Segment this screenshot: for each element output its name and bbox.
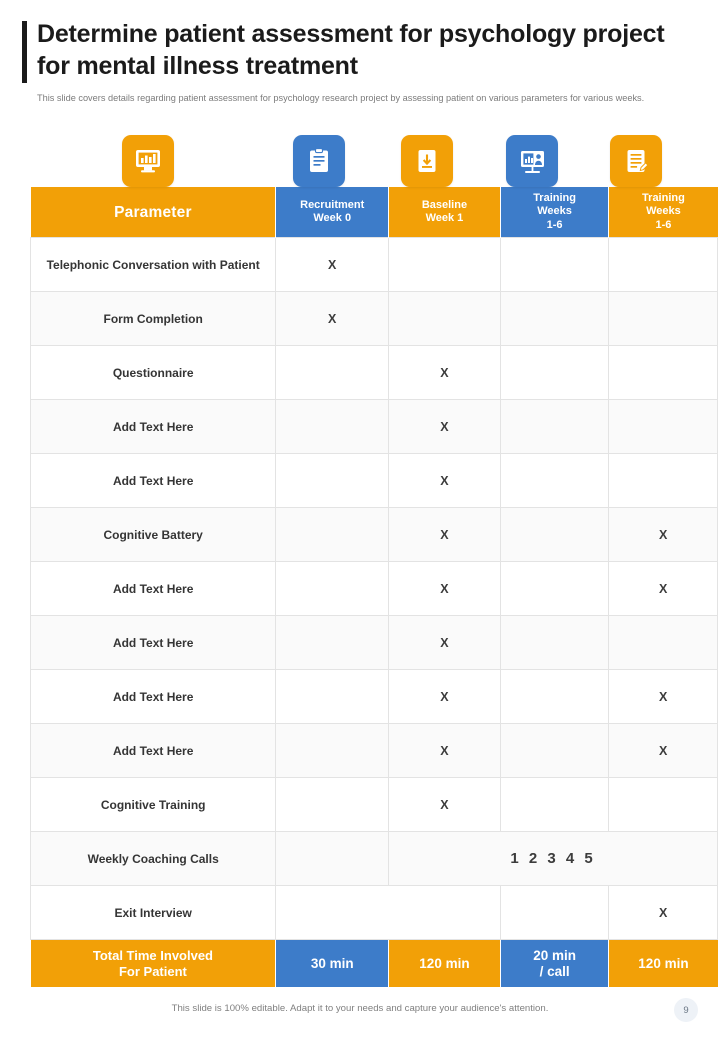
row-cell xyxy=(276,670,389,724)
header-baseline-line1: Baseline xyxy=(421,198,468,211)
row-label: Add Text Here xyxy=(31,454,276,508)
row-cell: X xyxy=(609,562,718,616)
row-label: Cognitive Training xyxy=(31,778,276,832)
header-recruitment xyxy=(276,187,389,238)
row-cell xyxy=(500,292,609,346)
row-cell: X xyxy=(609,508,718,562)
row-cell xyxy=(500,562,609,616)
total-label xyxy=(31,940,276,988)
row-cell xyxy=(500,454,609,508)
header-training-2-line1: Training xyxy=(642,191,685,204)
header-training-1-line1: Training xyxy=(533,191,576,204)
footer xyxy=(0,1003,720,1014)
row-cell xyxy=(276,454,389,508)
table-row xyxy=(31,292,718,346)
page-number-badge: 9 xyxy=(674,998,698,1022)
clipboard-icon xyxy=(293,135,345,187)
table-row-total xyxy=(31,940,718,988)
table-row xyxy=(31,616,718,670)
header-training-1-line2: Weeks xyxy=(537,205,572,218)
row-cell: X xyxy=(389,670,501,724)
row-cell xyxy=(500,670,609,724)
table-row xyxy=(31,400,718,454)
table-row xyxy=(31,454,718,508)
row-cell: X xyxy=(276,238,389,292)
row-cell-empty xyxy=(276,832,389,886)
table-row xyxy=(31,238,718,292)
row-cell: X xyxy=(389,616,501,670)
row-label: Form Completion xyxy=(31,292,276,346)
header-training-weeks-1 xyxy=(500,187,609,238)
page-subtitle: This slide covers details regarding patient assessment for psychology research project by assessing patient on various parameters for various weeks. xyxy=(37,93,645,103)
title-accent-bar xyxy=(22,21,27,83)
row-cell xyxy=(276,346,389,400)
row-cell: X xyxy=(276,292,389,346)
row-label: Exit Interview xyxy=(31,886,276,940)
row-label: Add Text Here xyxy=(31,616,276,670)
header-training-weeks-2 xyxy=(609,187,718,238)
row-cell xyxy=(389,238,501,292)
table-row xyxy=(31,346,718,400)
row-label: Questionnaire xyxy=(31,346,276,400)
row-cell xyxy=(500,724,609,778)
total-baseline: 120 min xyxy=(389,940,501,988)
total-training-1 xyxy=(500,940,609,988)
row-cell xyxy=(609,292,718,346)
table-header-row xyxy=(31,187,718,238)
row-label: Add Text Here xyxy=(31,400,276,454)
row-label: Weekly Coaching Calls xyxy=(31,832,276,886)
row-cell xyxy=(609,238,718,292)
row-cell xyxy=(500,508,609,562)
icon-row xyxy=(30,129,690,187)
row-label: Cognitive Battery xyxy=(31,508,276,562)
footer-note: This slide is 100% editable. Adapt it to your needs and capture your audience's attention. xyxy=(171,1003,549,1014)
row-cell xyxy=(276,616,389,670)
table-row xyxy=(31,562,718,616)
total-training-1-line1: 20 min xyxy=(533,947,576,963)
download-document-icon xyxy=(401,135,453,187)
row-cell xyxy=(276,400,389,454)
icon-cell-baseline xyxy=(373,129,480,187)
row-cell: X xyxy=(609,670,718,724)
header-recruitment-line1: Recruitment xyxy=(300,198,365,211)
table-row xyxy=(31,724,718,778)
row-cell xyxy=(500,616,609,670)
row-cell: X xyxy=(389,400,501,454)
row-cell xyxy=(276,778,389,832)
header-training-1-line3: 1-6 xyxy=(546,219,563,232)
row-cell xyxy=(500,346,609,400)
row-cell xyxy=(500,238,609,292)
table-row xyxy=(31,508,718,562)
total-label-line2: For Patient xyxy=(118,963,187,979)
row-cell xyxy=(609,454,718,508)
total-training-1-line2: / call xyxy=(539,963,570,979)
title-block xyxy=(22,18,698,83)
icon-cell-training-2 xyxy=(584,129,688,187)
row-cell: X xyxy=(389,778,501,832)
row-cell xyxy=(276,562,389,616)
row-cell-empty xyxy=(500,886,609,940)
header-baseline xyxy=(389,187,501,238)
row-cell: X xyxy=(609,724,718,778)
monitor-chart-icon xyxy=(122,135,174,187)
presentation-training-icon xyxy=(506,135,558,187)
table-row-exit-interview xyxy=(31,886,718,940)
table-row xyxy=(31,670,718,724)
assessment-table xyxy=(30,187,718,987)
row-label: Add Text Here xyxy=(31,670,276,724)
row-cell-empty xyxy=(276,886,500,940)
row-cell: X xyxy=(389,724,501,778)
total-label-line1: Total Time Involved xyxy=(92,948,213,964)
row-cell: X xyxy=(389,508,501,562)
row-label: Add Text Here xyxy=(31,724,276,778)
weekly-coaching-values: 1 2 3 4 5 xyxy=(389,832,718,886)
row-cell xyxy=(609,616,718,670)
row-cell: X xyxy=(609,886,718,940)
header-baseline-line2: Week 1 xyxy=(425,212,464,225)
icon-cell-parameter xyxy=(30,129,265,187)
header-parameter: Parameter xyxy=(31,187,276,238)
notepad-pencil-icon xyxy=(610,135,662,187)
row-cell xyxy=(276,508,389,562)
row-cell xyxy=(389,292,501,346)
row-cell xyxy=(609,346,718,400)
row-cell xyxy=(609,778,718,832)
icon-cell-recruitment xyxy=(265,129,373,187)
row-cell: X xyxy=(389,562,501,616)
header-training-2-line2: Weeks xyxy=(646,205,681,218)
row-label: Telephonic Conversation with Patient xyxy=(31,238,276,292)
total-recruitment: 30 min xyxy=(276,940,389,988)
row-cell xyxy=(276,724,389,778)
row-cell xyxy=(500,778,609,832)
icon-cell-training-1 xyxy=(480,129,584,187)
header-recruitment-line2: Week 0 xyxy=(313,212,352,225)
table-row-weekly-coaching xyxy=(31,832,718,886)
page-title: Determine patient assessment for psychology project for mental illness treatment xyxy=(37,20,665,80)
row-label: Add Text Here xyxy=(31,562,276,616)
total-training-2: 120 min xyxy=(609,940,718,988)
row-cell xyxy=(609,400,718,454)
row-cell: X xyxy=(389,454,501,508)
header-training-2-line3: 1-6 xyxy=(655,219,672,232)
table-row xyxy=(31,778,718,832)
row-cell xyxy=(500,400,609,454)
row-cell: X xyxy=(389,346,501,400)
